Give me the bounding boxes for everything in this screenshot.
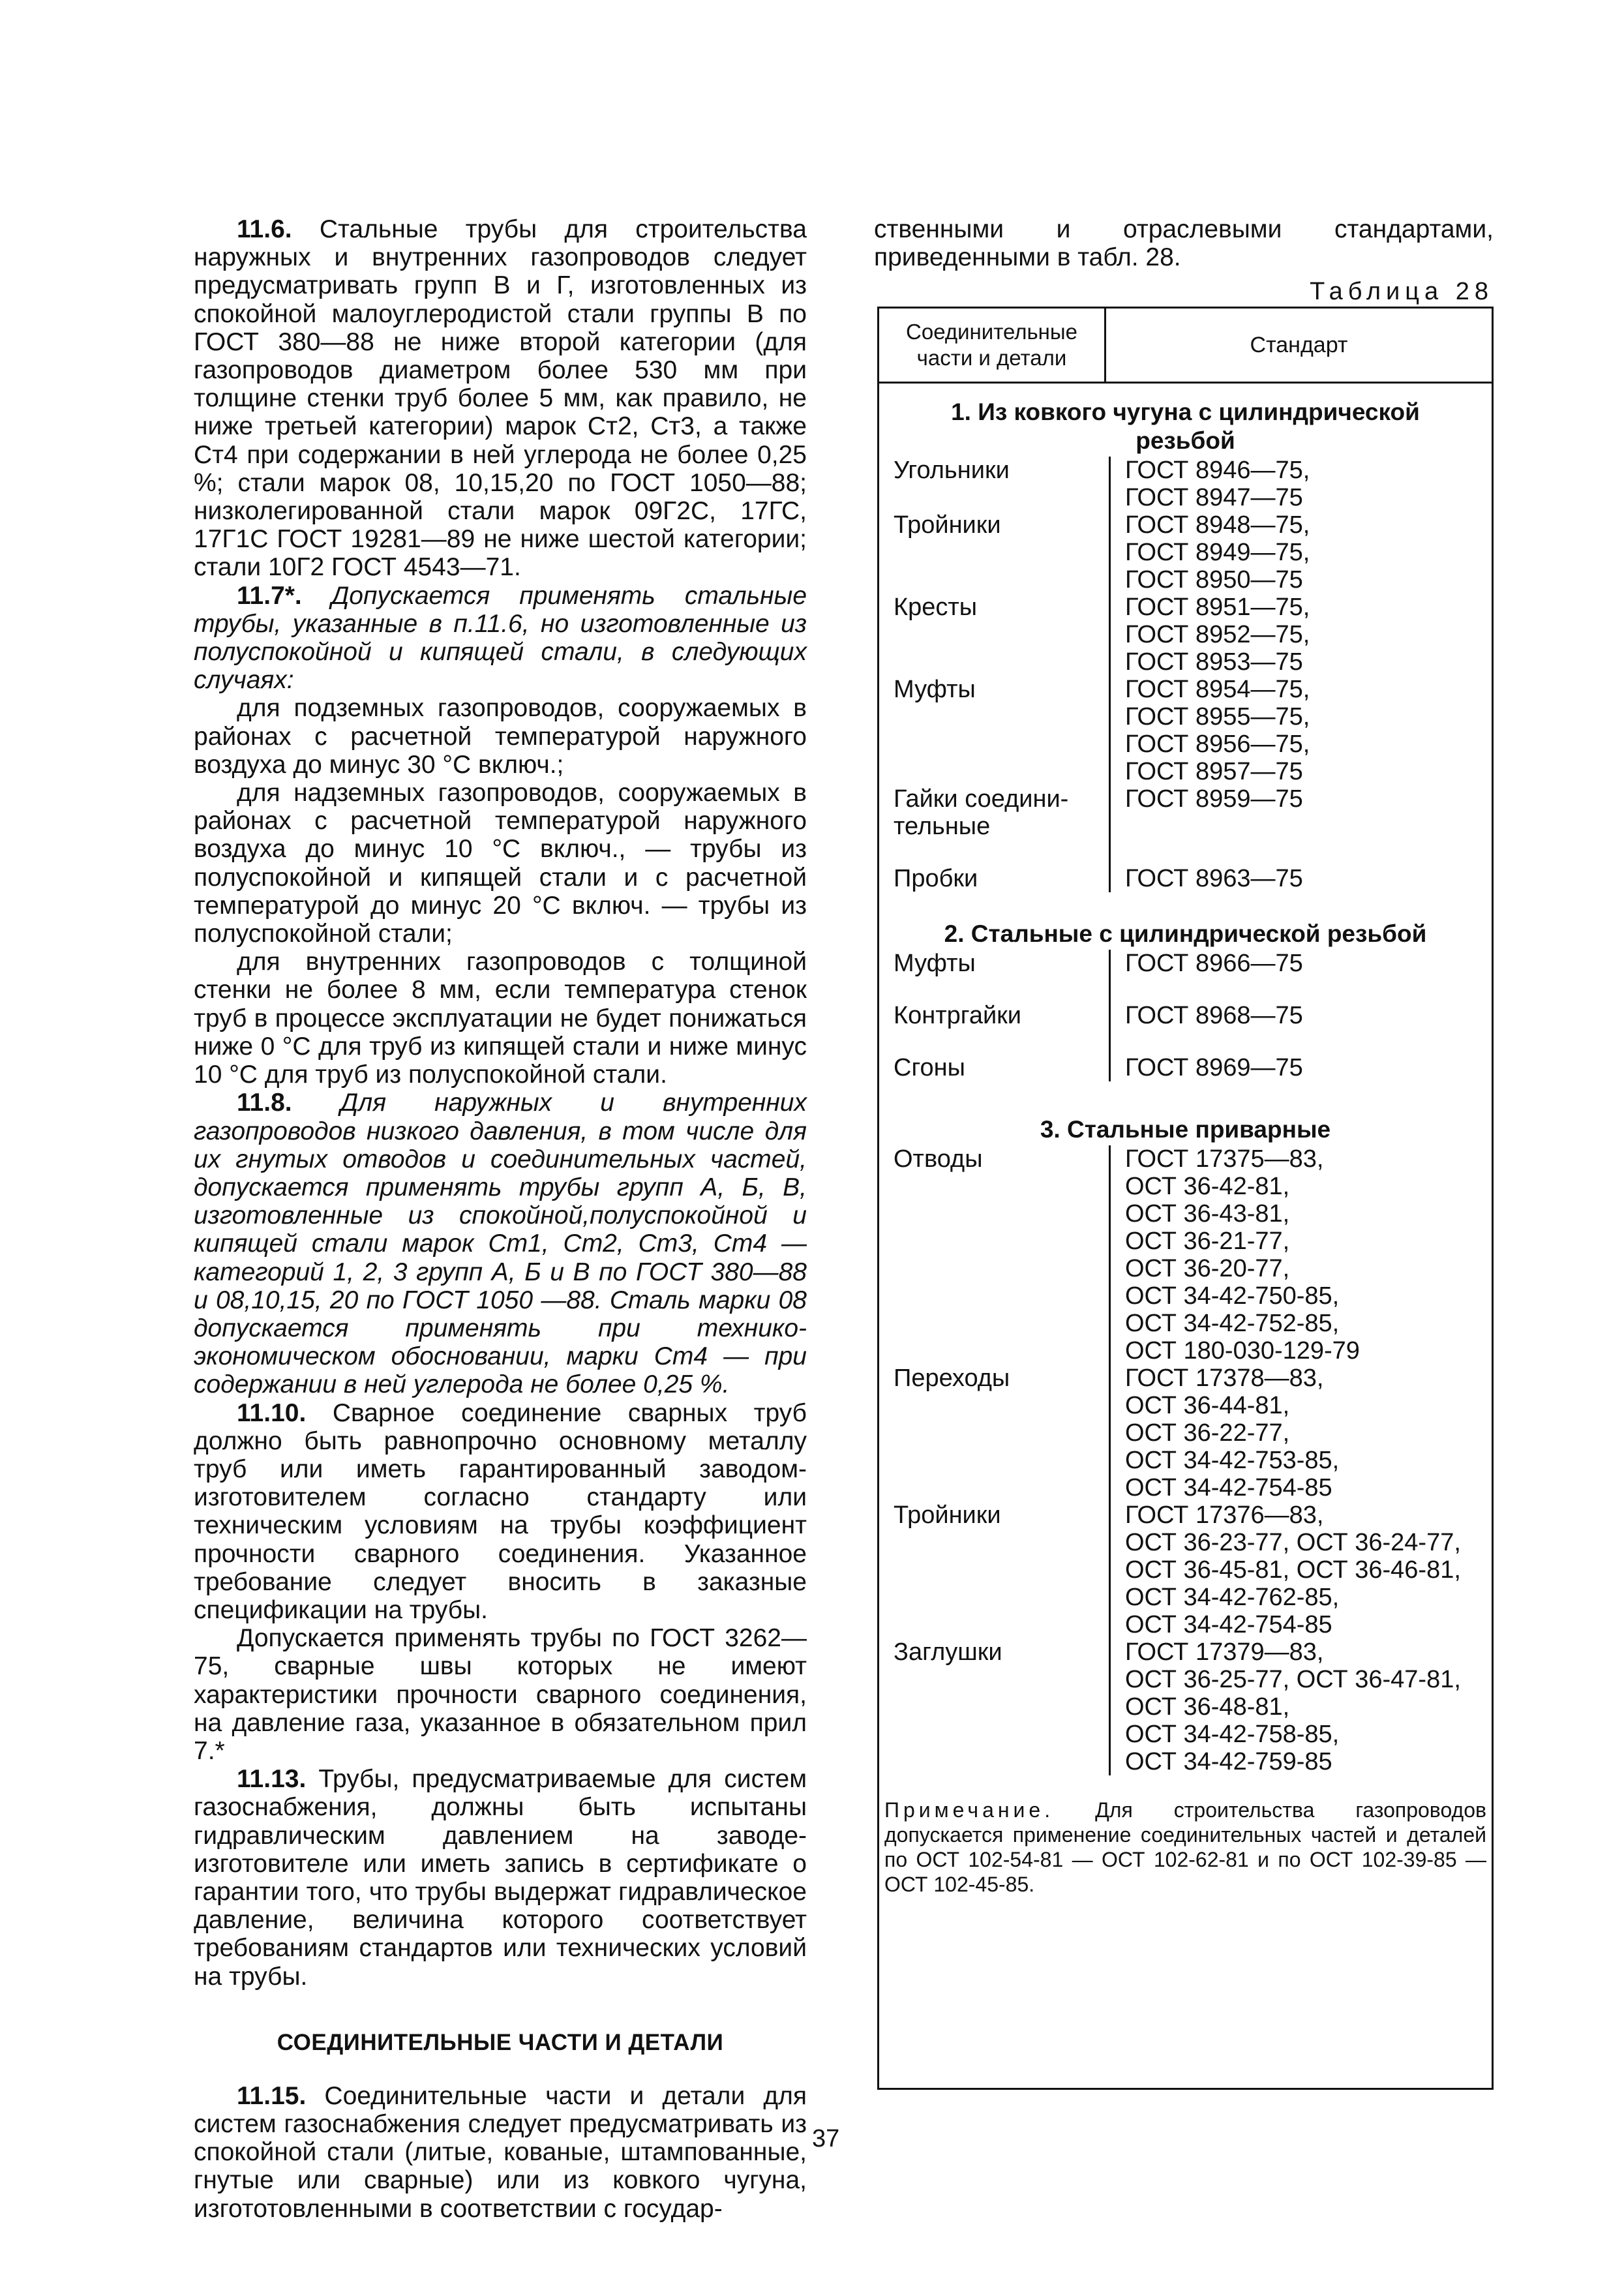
standard-reference: ГОСТ 8959—75 — [1109, 785, 1492, 865]
standard-reference: ГОСТ 8946—75, ГОСТ 8947—75 — [1109, 457, 1492, 511]
table-group-title: 1. Из ковкого чугуна с цилиндрической резьбой — [951, 399, 1420, 454]
table-body — [879, 398, 1492, 1897]
table-row — [879, 950, 1492, 1002]
standard-reference: ГОСТ 17378—83, ОСТ 36-44-81, ОСТ 36-22-77, ОСТ 34-42-753-85, ОСТ 34-42-754-85 — [1109, 1365, 1492, 1501]
part-name: Гайки соедини- тельные — [894, 785, 1069, 840]
table-row — [879, 594, 1492, 676]
paragraph-11-6 — [194, 215, 807, 582]
standard-reference: ГОСТ 17379—83, ОСТ 36-25-77, ОСТ 36-47-81, ОСТ 36-48-81, ОСТ 34-42-758-85, ОСТ 34-42-759-85 — [1109, 1638, 1492, 1775]
table-row — [879, 1002, 1492, 1054]
clause-text: Для наружных и внутренних газопроводов низкого давления, в том числе для их гнутых отводов и соединительных частей, допускается применять трубы групп А, Б, В, изготовленные из спокойной,полуспокойной и кипящей стали марок Ст1, Ст2, Ст3, Ст4 — категорий 1, 2, 3 групп А, Б и В по ГОСТ 380—88 и 08,10,15, 20 по ГОСТ 1050 —88. Сталь марки 08 допускается применять при технико-экономическом обосновании, марки Ст4 — при содержании в ней углерода не более 0,25 %. — [194, 1089, 807, 1399]
clause-text: Трубы, предусматриваемые для систем газоснабжения, должны быть испытаны гидравлическим давлением на заводе-изготовителе или иметь запись в сертификате о гарантии того, что трубы выдержат гидравлическое давление, величина которого соответствует требованиям стандартов или технических условий на трубы. — [194, 1765, 807, 1991]
right-column — [874, 215, 1494, 314]
table-row — [879, 676, 1492, 785]
note-text: Для строительства газопроводов допускается применение соединительных частей и деталей по ОСТ 102-54-81 — ОСТ 102-62-81 и по ОСТ 102-39-85 — ОСТ 102-45-85. — [884, 1798, 1486, 1896]
table-row — [879, 511, 1492, 594]
standard-reference: ГОСТ 17375—83, ОСТ 36-42-81, ОСТ 36-43-81, ОСТ 36-21-77, ОСТ 36-20-77, ОСТ 34-42-750-85, ОСТ 34-42-752-85, ОСТ 180-030-129-79 — [1109, 1145, 1492, 1365]
clause-number: 11.15. — [237, 2081, 307, 2110]
clause-text: Допускается применять стальные трубы, указанные в п.11.6, но изготовленные из полуспокойной и кипящей стали, в следующих случаях: — [194, 581, 807, 695]
part-name: Тройники — [894, 511, 1001, 539]
part-name: Муфты — [894, 950, 976, 977]
clause-number: 11.10. — [237, 1398, 307, 1427]
section-heading: СОЕДИНИТЕЛЬНЫЕ ЧАСТИ И ДЕТАЛИ — [277, 2029, 724, 2055]
table-row — [879, 1145, 1492, 1365]
paragraph-11-13 — [194, 1765, 807, 1991]
table-row — [879, 1501, 1492, 1638]
table-header — [879, 309, 1492, 384]
table-row — [879, 1638, 1492, 1775]
clause-number: 11.8. — [237, 1089, 292, 1117]
header-parts: Соединительные части и детали — [879, 309, 1106, 382]
table-row — [879, 457, 1492, 511]
standard-reference: ГОСТ 8966—75 — [1109, 950, 1492, 1002]
clause-text: Соединительные части и детали для систем газоснабжения следует предусматривать из спокойной стали (литые, кованые, штампованные, гнутые или сварные) или из ковкого чугуна, изгототовленными в соответствии с государ- — [194, 2081, 807, 2223]
table-row — [879, 865, 1492, 892]
paragraph-continuation: ственными и отраслевыми стандартами, приведенными в табл. 28. — [874, 215, 1494, 272]
note-label: Примечание. — [884, 1798, 1055, 1822]
paragraph-11-10 — [194, 1399, 807, 1625]
table-row — [879, 1054, 1492, 1081]
clause-number: 11.7*. — [237, 581, 302, 610]
table-group-title: 3. Стальные приварные — [1040, 1116, 1331, 1143]
standards-table — [877, 307, 1494, 2090]
paragraph-11-15 — [194, 2082, 807, 2223]
part-name: Кресты — [894, 594, 978, 621]
standard-reference: ГОСТ 17376—83, ОСТ 36-23-77, ОСТ 36-24-77, ОСТ 36-45-81, ОСТ 36-46-81, ОСТ 34-42-762-85, ОСТ 34-42-754-85 — [1109, 1501, 1492, 1638]
part-name: Сгоны — [894, 1054, 965, 1081]
table-caption: Таблица 28 — [1310, 278, 1494, 306]
clause-number: 11.6. — [237, 215, 292, 243]
table-row — [879, 785, 1492, 865]
standard-reference: ГОСТ 8954—75, ГОСТ 8955—75, ГОСТ 8956—75, ГОСТ 8957—75 — [1109, 676, 1492, 785]
table-note — [879, 1798, 1492, 1897]
paragraph-11-7-case-b: для надземных газопроводов, сооружаемых в районах с расчетной температурой наружного воздуха до минус 10 °С включ., — трубы из полуспокойной и кипящей стали и с расчетной температурой до минус 20 °С включ. — трубы из полуспокойной стали; — [194, 779, 807, 948]
clause-text: Сварное соединение сварных труб должно быть равнопрочно основному металлу труб или иметь гарантированный заводом-изготовителем согласно стандарту или техническим условиям на трубы коэффициент прочности сварного соединения. Указанное требование следует вносить в заказные спецификации на трубы. — [194, 1398, 807, 1624]
standard-reference: ГОСТ 8948—75, ГОСТ 8949—75, ГОСТ 8950—75 — [1109, 511, 1492, 594]
clause-number: 11.13. — [237, 1765, 307, 1794]
paragraph-11-7-case-c: для внутренних газопроводов с толщиной стенки не более 8 мм, если температура стенок труб в процессе эксплуатации не будет понижаться ниже 0 °С для труб из кипящей стали и ниже минус 10 °С для труб из полуспокойной стали. — [194, 948, 807, 1089]
paragraph-11-8 — [194, 1089, 807, 1398]
part-name: Переходы — [894, 1365, 1010, 1392]
table-group-title: 2. Стальные с цилиндрической резьбой — [944, 920, 1427, 947]
left-column — [194, 215, 807, 2223]
page-number: 37 — [812, 2125, 840, 2152]
part-name: Тройники — [894, 1501, 1001, 1529]
paragraph-11-7-case-a: для подземных газопроводов, сооружаемых в районах с расчетной температурой наружного воздуха до минус 30 °С включ.; — [194, 694, 807, 779]
standard-reference: ГОСТ 8951—75, ГОСТ 8952—75, ГОСТ 8953—75 — [1109, 594, 1492, 676]
table-row — [879, 1365, 1492, 1501]
header-standard: Стандарт — [1250, 332, 1348, 357]
part-name: Пробки — [894, 865, 978, 892]
part-name: Муфты — [894, 676, 976, 703]
part-name: Отводы — [894, 1145, 983, 1173]
standard-reference: ГОСТ 8969—75 — [1109, 1054, 1492, 1081]
clause-text: Стальные трубы для строительства наружных и внутренних газопроводов следует предусматривать групп В и Г, изготовленных из спокойной малоуглеродистой стали группы В по ГОСТ 380—88 не ниже второй категории (для газопроводов диаметром более 530 мм при толщине стенки труб более 5 мм, как правило, не ниже третьей категории) марок Ст2, Ст3, а также Ст4 при содержании в ней углерода не более 0,25 %; стали марок 08, 10,15,20 по ГОСТ 1050—88; низколегированной стали марок 09Г2С, 17ГС, 17Г1С ГОСТ 19281—89 не ниже шестой категории; стали 10Г2 ГОСТ 4543—71. — [194, 215, 807, 582]
paragraph-11-10-b: Допускается применять трубы по ГОСТ 3262—75, сварные швы которых не имеют характеристики прочности сварного соединения, на давление газа, указанное в обязательном прил 7.* — [194, 1624, 807, 1765]
standard-reference: ГОСТ 8963—75 — [1109, 865, 1492, 892]
part-name: Заглушки — [894, 1638, 1002, 1666]
part-name: Контргайки — [894, 1002, 1022, 1029]
paragraph-11-7 — [194, 582, 807, 695]
part-name: Угольники — [894, 457, 1010, 484]
standard-reference: ГОСТ 8968—75 — [1109, 1002, 1492, 1054]
